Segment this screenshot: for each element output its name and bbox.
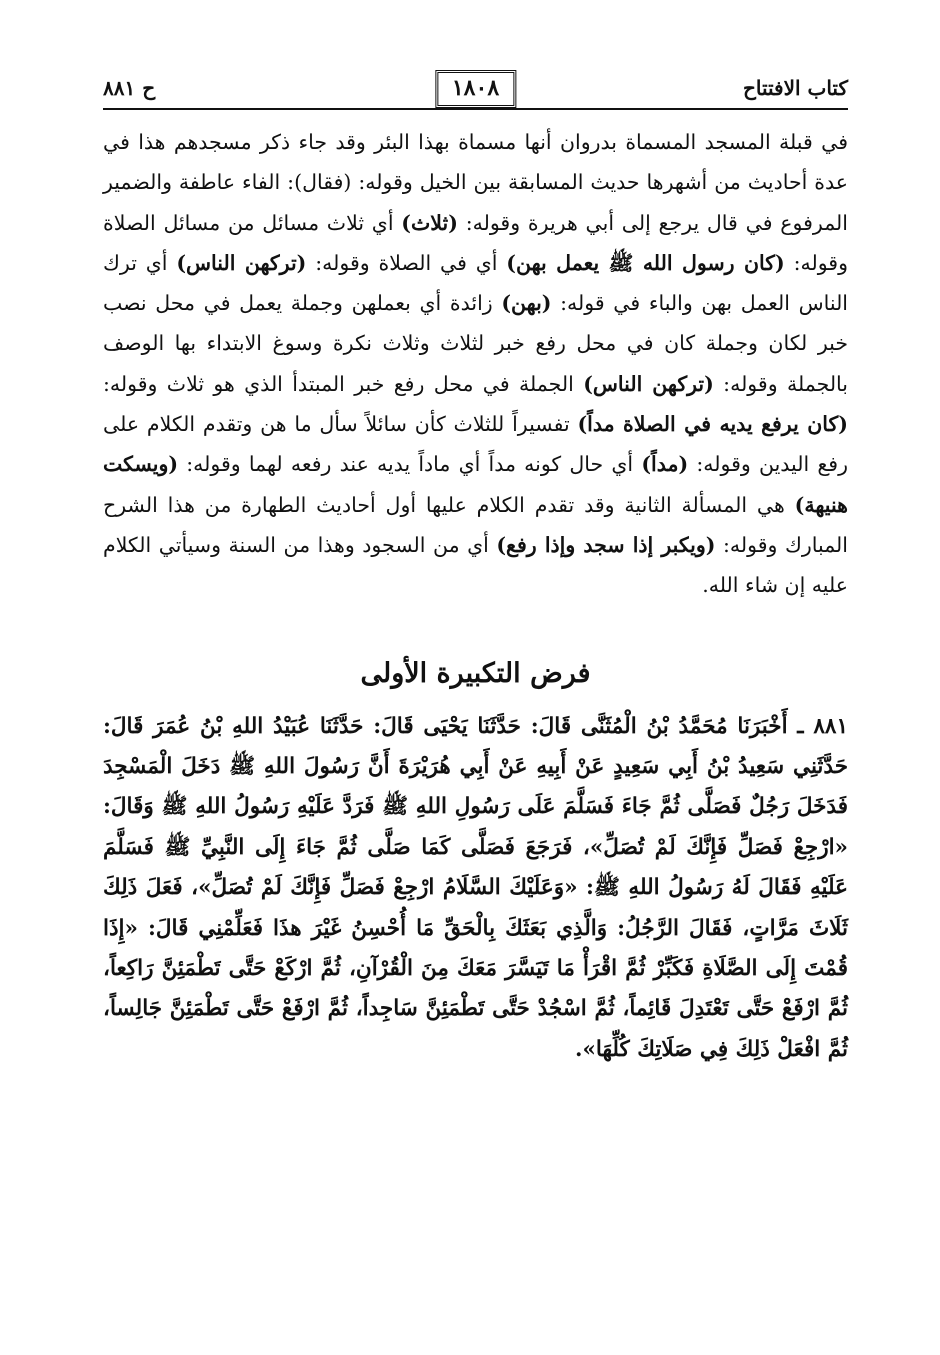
commentary-segment: أي حال كونه مداً أي ماداً يديه عند رفعه لهما وقوله: <box>178 452 642 477</box>
quoted-term: (كان يرفع يديه في الصلاة مداً) <box>577 412 848 437</box>
quoted-term: (ثلاث) <box>401 210 458 235</box>
quoted-term: (تركهن الناس) <box>583 371 714 396</box>
commentary-segment: أي في الصلاة وقوله: <box>306 250 507 275</box>
quoted-term: (كان رسول الله ﷺ يعمل بهن) <box>506 250 785 275</box>
hadith-paragraph: ٨٨١ ـ أَخْبَرَنَا مُحَمَّدُ بْنُ الْمُثَنَّى قَالَ: حَدَّثَنَا يَحْيَى قَالَ: حَدَّثَنَا عُبَيْدُ اللهِ بْنُ عُمَرَ قَالَ: حَدَّثَنِي سَعِيدُ بْنُ أَبِي سَعِيدٍ عَنْ أَبِيهِ عَنْ أَبِي هُرَيْرَةَ أَنَّ رَسُولَ اللهِ ﷺ دَخَلَ الْمَسْجِدَ فَدَخَلَ رَجُلٌ فَصَلَّى ثُمَّ جَاءَ فَسَلَّمَ عَلَى رَسُولِ اللهِ ﷺ فَرَدَّ عَلَيْهِ رَسُولُ اللهِ ﷺ وَقَالَ: «ارْجِعْ فَصَلِّ فَإِنَّكَ لَمْ تُصَلِّ»، فَرَجَعَ فَصَلَّى كَمَا صَلَّى ثُمَّ جَاءَ إِلَى النَّبِيِّ ﷺ فَسَلَّمَ عَلَيْهِ فَقَالَ لَهُ رَسُولُ اللهِ ﷺ: «وَعَلَيْكَ السَّلَامُ ارْجِعْ فَصَلِّ فَإِنَّكَ لَمْ تُصَلِّ»، فَعَلَ ذَلِكَ ثَلَاثَ مَرَّاتٍ، فَقَالَ الرَّجُلُ: وَالَّذِي بَعَثَكَ بِالْحَقِّ مَا أُحْسِنُ غَيْرَ هذَا فَعَلِّمْنِي قَالَ: «إِذَا قُمْتَ إِلَى الصَّلَاةِ فَكَبِّرْ ثُمَّ اقْرَأْ مَا تَيَسَّرَ مَعَكَ مِنَ الْقُرْآنِ، ثُمَّ ارْكَعْ حَتَّى تَطْمَئِنَّ رَاكِعاً، ثُمَّ ارْفَعْ حَتَّى تَعْتَدِلَ قَائِماً، ثُمَّ اسْجُدْ حَتَّى تَطْمَئِنَّ سَاجِداً، ثُمَّ ارْفَعْ حَتَّى تَطْمَئِنَّ جَالِساً، ثُمَّ افْعَلْ ذَلِكَ فِي صَلَاتِكَ كُلِّهَا». <box>103 713 848 1062</box>
quoted-term: (مداً) <box>641 452 689 477</box>
book-page <box>103 70 848 1070</box>
page-number: ١٨٠٨ <box>435 70 516 108</box>
hadith-text <box>103 707 848 1071</box>
commentary-segment: الجملة في محل رفع خبر المبتدأ الذي هو ثلاث وقوله: <box>103 371 584 396</box>
quoted-term: (تركهن الناس) <box>176 250 307 275</box>
commentary-segment: أي ترك الناس العمل بهن والباء في قوله: <box>103 250 849 316</box>
quoted-term: (بهن) <box>501 291 552 316</box>
hadith-reference: ح ٨٨١ <box>103 76 156 100</box>
section-heading: فرض التكبيرة الأولى <box>360 657 591 689</box>
commentary-paragraph <box>103 122 848 606</box>
commentary-segment: زائدة أي بعملهن وجملة يعمل في محل نصب خبر لكان وجملة كان في محل رفع خبر لثلاث وثلاث نكرة وسوغ الابتداء بها الوصف بالجملة وقوله: <box>103 291 849 396</box>
quoted-term: (ويسكت هنيهة) <box>103 452 848 517</box>
commentary-segment: هي المسألة الثانية وقد تقدم الكلام عليها أول أحاديث الطهارة من هذا الشرح المبارك وقوله: <box>103 492 848 557</box>
commentary-segment: في قبلة المسجد المسماة بدروان أنها مسماة بهذا البئر وقد جاء ذكر مسجدهم هذا في عدة أحاديث من أشهرها حديث المسابقة بين الخيل وقوله: (فقال): الفاء عاطفة والضمير المرفوع في قال يرجع إلى أبي هريرة وقوله: <box>103 130 848 235</box>
quoted-term: (ويكبر إذا سجد وإذا رفع) <box>496 532 716 557</box>
commentary-segment: تفسيراً للثلاث كأن سائلاً سأل ما هن وتقدم الكلام على رفع اليدين وقوله: <box>103 412 848 477</box>
commentary-segment: أي ثلاث مسائل من مسائل الصلاة وقوله: <box>103 210 849 275</box>
book-title: كتاب الافتتاح <box>742 76 848 100</box>
commentary-text <box>103 122 848 606</box>
commentary-segment: أي من السجود وهذا من السنة وسيأتي الكلام عليه إن شاء الله. <box>103 532 848 598</box>
page-header <box>103 70 848 110</box>
